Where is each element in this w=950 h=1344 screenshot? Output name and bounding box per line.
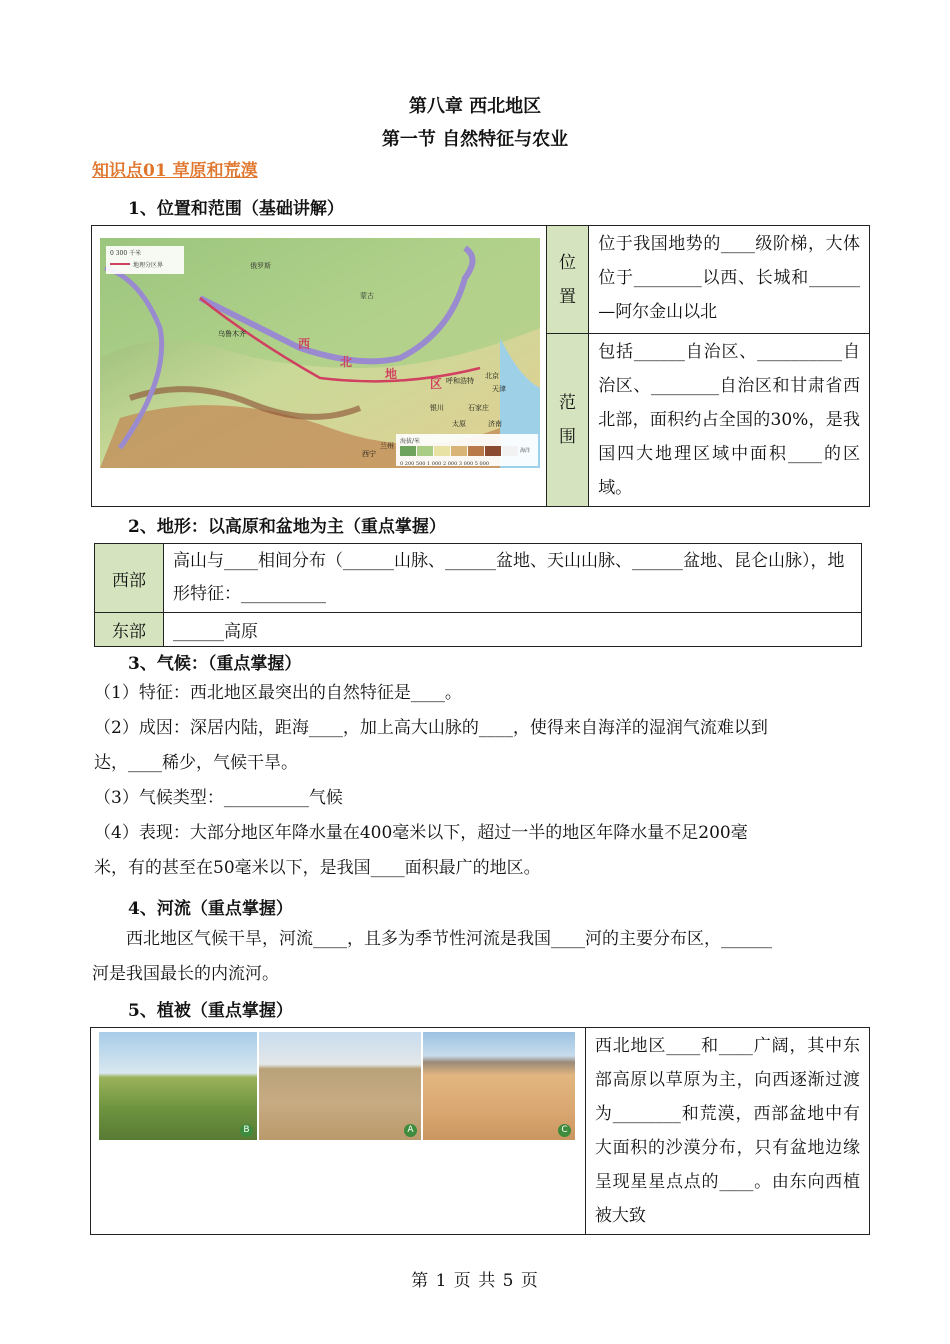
terrain-table [94,543,862,647]
east-label-cell [95,613,164,647]
river-block [92,922,872,992]
climate-feature: （1）特征：西北地区最突出的自然特征是____。 [94,683,462,703]
elevation-swatch [417,446,433,456]
northwest-region-map [100,238,540,468]
climate-performance-line2: 米，有的甚至在50毫米以下，是我国____面积最广的地区。 [94,858,541,878]
section-2-heading: 2、地形：以高原和盆地为主（重点掌握） [128,517,446,537]
photo-badge-a: A [404,1124,417,1137]
east-text: ______高原 [173,622,258,642]
vegetation-photos [99,1032,585,1140]
section-4-heading: 4、河流（重点掌握） [128,899,293,919]
photo-badge-b: B [240,1124,253,1137]
elevation-swatch [468,446,484,456]
west-label-cell [95,544,164,613]
place-tianjin: 天津 [492,385,506,393]
section-title: 第一节 自然特征与农业 [381,129,569,150]
place-russia: 俄罗斯 [250,262,271,270]
elevation-title: 海拔/米 [400,438,421,445]
region-label-bei: 北 [340,355,353,369]
vegetation-text-cell [585,1028,869,1235]
climate-performance-line1: （4）表现：大部分地区年降水量在400毫米以下，超过一半的地区年降水量不足200毫 [94,823,748,843]
place-xining: 西宁 [362,450,376,458]
scale-label: 0 300 千米 [110,250,142,257]
place-shijiazhuang: 石家庄 [468,404,489,412]
place-hohhot: 呼和浩特 [446,377,474,385]
knowledge-point-heading: 知识点01 草原和荒漠 [92,161,258,181]
east-text-cell [164,613,862,647]
grassland-photo [99,1032,257,1140]
place-lanzhou: 兰州 [380,442,394,450]
place-mongolia: 蒙古 [360,292,374,300]
elevation-swatch [434,446,450,456]
chapter-title: 第八章 西北地区 [408,96,542,117]
climate-type: （3）气候类型：__________气候 [94,788,343,808]
section-3-heading: 3、气候：（重点掌握） [128,654,302,674]
elevation-swatch [502,446,518,456]
desert-steppe-photo [259,1032,421,1140]
river-line1: 西北地区气候干旱，河流____，且多为季节性河流是我国____河的主要分布区，______ [126,929,772,949]
climate-block [94,676,874,886]
range-text-cell [589,334,870,507]
place-beijing: 北京 [485,372,499,380]
range-label: 范围 [559,393,576,447]
range-label-cell [546,334,588,507]
elevation-swatch [400,446,416,456]
place-yinchuan: 银川 [430,404,444,412]
vegetation-text: 西北地区____和____广阔，其中东部高原以草原为主，向西逐渐过渡为________和荒漠，西部盆地中有大面积的沙漠分布，只有盆地边缘呈现星星点点的____。由东向西植被大致 [594,1036,860,1226]
legend-boundary-label: 地理分区界 [133,262,164,269]
photo-badge-c: C [558,1124,571,1137]
elevation-swatches [400,446,518,456]
sea-legend-label: 海洋 [520,448,531,454]
section-1-heading: 1、位置和范围（基础讲解） [128,199,344,219]
climate-cause-line2: 达，____稀少，气候干旱。 [94,753,298,773]
west-text: 高山与____相间分布（______山脉、______盆地、天山山脉、______盆地、昆仑山脉），地形特征：__________ [173,551,845,604]
map-cell [92,226,547,507]
east-label: 东部 [112,622,146,642]
place-jinan: 济南 [488,420,502,428]
photos-cell [91,1028,586,1235]
place-urumqi: 乌鲁木齐 [218,330,246,338]
place-taiyuan: 太原 [452,420,466,428]
location-range-table [91,225,870,507]
elevation-swatch [451,446,467,456]
region-label-xi: 西 [298,337,311,351]
section-5-heading: 5、植被（重点掌握） [128,1001,293,1021]
position-text-cell [589,226,870,334]
vegetation-table [90,1027,870,1235]
page-footer: 第 1 页 共 5 页 [411,1271,539,1291]
region-label-qu: 区 [430,377,443,391]
position-label: 位置 [559,252,576,307]
region-label-di: 地 [385,367,398,381]
elevation-swatch [485,446,501,456]
climate-cause-line1: （2）成因：深居内陆，距海____，加上高大山脉的____，使得来自海洋的湿润气流难以到 [94,718,768,738]
west-label: 西部 [112,570,146,591]
range-text: 包括______自治区、__________自治区、________自治区和甘肃省西北部，面积约占全国的30%，是我国四大地理区域中面积____的区域。 [598,342,860,498]
position-label-cell [546,226,588,334]
elevation-ticks: 0 200 500 1 000 2 000 3 000 5 000 [400,461,490,467]
position-text: 位于我国地势的____级阶梯，大体位于________以西、长城和______—阿尔金山以北 [598,234,860,322]
west-text-cell [164,544,862,613]
river-line2: 河是我国最长的内流河。 [92,964,279,984]
sand-desert-photo [423,1032,575,1140]
